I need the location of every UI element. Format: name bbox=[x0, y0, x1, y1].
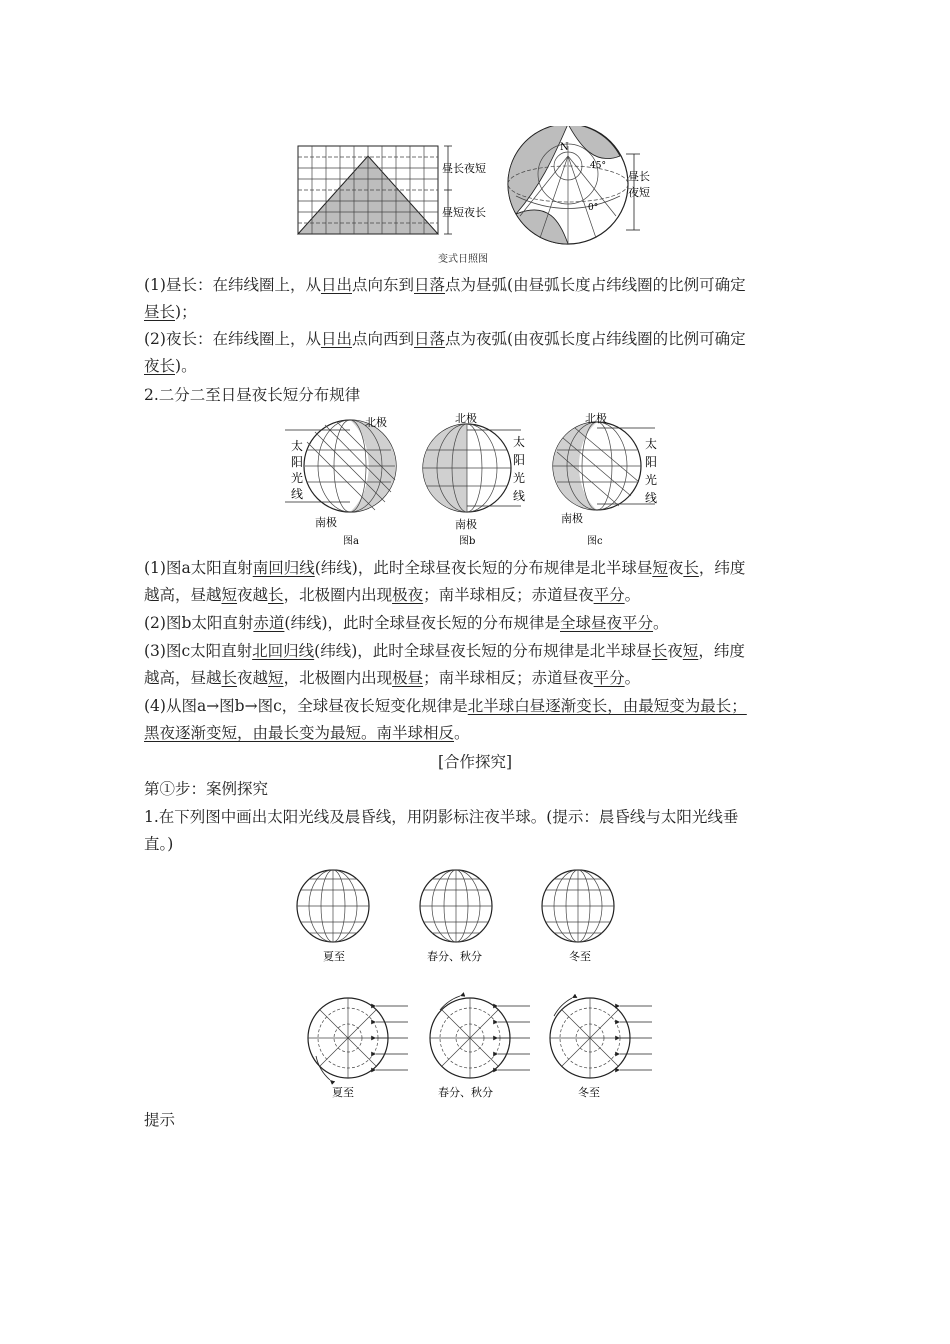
globe-b-sun-4: 线 bbox=[513, 489, 526, 503]
text-segment: 夜 bbox=[667, 642, 683, 660]
text-segment: 。 bbox=[624, 669, 641, 687]
para2-line4 bbox=[144, 641, 745, 661]
text-segment: (1)图a太阳直射 bbox=[144, 559, 253, 577]
text-segment: (2)夜长：在纬线圈上，从 bbox=[144, 330, 321, 348]
globe-c-sun-1: 太 bbox=[645, 437, 658, 451]
polar-label-winter: 冬至 bbox=[578, 1086, 600, 1099]
globe-a-sun-3: 光 bbox=[291, 471, 304, 485]
para1-line3 bbox=[144, 329, 746, 349]
solstice-equinox-svg bbox=[285, 410, 665, 550]
para2-line6 bbox=[144, 696, 747, 716]
answer-blank: 长 bbox=[651, 642, 668, 660]
text-segment: (纬线)，此时全球昼夜长短的分布规律是北半球昼 bbox=[314, 559, 653, 577]
para2-line3 bbox=[144, 613, 669, 633]
globe-north-label: N bbox=[560, 142, 569, 153]
globe-right-label-1: 昼长 bbox=[628, 170, 650, 183]
answer-blank: 昼长 bbox=[144, 303, 176, 321]
text-segment: 点向东到 bbox=[351, 276, 414, 294]
globe-c-north-label: 北极 bbox=[585, 412, 607, 425]
globe-c-sun-2: 阳 bbox=[645, 455, 658, 469]
para2-line1 bbox=[144, 558, 745, 578]
text-segment: 。 bbox=[653, 614, 669, 632]
answer-blank: 短 bbox=[652, 559, 668, 577]
text-segment: 夜越 bbox=[237, 586, 269, 604]
globe-a-caption: 图a bbox=[343, 536, 359, 547]
globe-a-sun-2: 阳 bbox=[291, 455, 304, 469]
answer-blank: 日出 bbox=[320, 276, 352, 294]
solstice-equinox-figure bbox=[285, 410, 665, 550]
globe-label-winter: 冬至 bbox=[569, 950, 591, 963]
answer-blank: 长 bbox=[221, 669, 238, 687]
para1-line1 bbox=[144, 275, 746, 295]
globe-b-sun-1: 太 bbox=[513, 435, 526, 449]
answer-blank: 黑夜逐渐变短，由最长变为最短。南半球相反 bbox=[144, 724, 455, 742]
text-segment: ，纬度 bbox=[698, 642, 745, 660]
answer-blank: 赤道 bbox=[253, 614, 285, 632]
answer-blank: 平分 bbox=[593, 586, 625, 604]
text-segment: (4)从图a→图b→图c，全球昼夜长短变化规律是 bbox=[144, 697, 468, 715]
label-day-long: 昼长夜短 bbox=[442, 162, 486, 175]
task1-line2: 直。) bbox=[144, 835, 174, 853]
answer-blank: 日落 bbox=[414, 276, 446, 294]
label-day-short: 昼短夜长 bbox=[442, 206, 486, 219]
polar-label-summer: 夏至 bbox=[332, 1086, 354, 1099]
globe-label-equinox: 春分、秋分 bbox=[427, 950, 482, 963]
answer-blank: 日落 bbox=[414, 330, 446, 348]
globe-b-sun-3: 光 bbox=[513, 471, 526, 485]
globe-c-caption: 图c bbox=[587, 536, 603, 547]
para1-line4 bbox=[144, 356, 197, 376]
globe-lat0-label: 0° bbox=[588, 203, 599, 213]
hint-label: 提示 bbox=[144, 1111, 176, 1129]
globe-c-south-label: 南极 bbox=[561, 512, 583, 525]
text-segment: 夜 bbox=[667, 559, 684, 577]
text-segment: ；南半球相反；赤道昼夜 bbox=[423, 669, 594, 687]
answer-blank: 平分 bbox=[593, 669, 625, 687]
globe-a-south-label: 南极 bbox=[315, 516, 337, 529]
text-segment: 夜越 bbox=[237, 669, 269, 687]
text-segment: 点为夜弧(由夜弧长度占纬线圈的比例可确定 bbox=[445, 330, 746, 348]
globe-b-south-label: 南极 bbox=[455, 518, 477, 531]
globe-b-caption: 图b bbox=[459, 536, 476, 547]
section2-title: 2.二分二至日昼夜长短分布规律 bbox=[144, 386, 361, 404]
globe-lat45-label: 45° bbox=[590, 161, 606, 171]
answer-blank: 长 bbox=[268, 586, 284, 604]
text-segment: (1)昼长：在纬线圈上，从 bbox=[144, 276, 321, 294]
text-segment: )。 bbox=[175, 357, 197, 375]
globe-b-north-label: 北极 bbox=[455, 412, 477, 425]
task-globes-row bbox=[295, 866, 625, 966]
answer-blank: 南回归线 bbox=[252, 559, 315, 577]
text-segment: 。 bbox=[624, 586, 641, 604]
answer-blank: 夜长 bbox=[144, 357, 176, 375]
text-segment: 。 bbox=[454, 724, 470, 742]
globe-a-sun-4: 线 bbox=[291, 487, 304, 501]
globe-right-label-2: 夜短 bbox=[628, 186, 650, 199]
text-segment: )； bbox=[175, 303, 197, 321]
para2-line5 bbox=[144, 668, 640, 688]
globe-label-summer: 夏至 bbox=[323, 950, 345, 963]
text-segment: ，北极圈内出现 bbox=[283, 586, 393, 604]
text-segment: (2)图b太阳直射 bbox=[144, 614, 254, 632]
globe-c-sun-4: 线 bbox=[645, 491, 658, 505]
text-segment: ，北极圈内出现 bbox=[283, 669, 393, 687]
task-globes-svg bbox=[295, 866, 625, 966]
answer-blank: 长 bbox=[683, 559, 699, 577]
text-segment: ，纬度 bbox=[698, 559, 746, 577]
figure1-caption: 变式日照图 bbox=[438, 254, 488, 265]
variant-illumination-figure bbox=[290, 126, 670, 266]
answer-blank: 日出 bbox=[320, 330, 352, 348]
task-polar-row bbox=[290, 990, 660, 1102]
text-segment: ；南半球相反；赤道昼夜 bbox=[423, 586, 594, 604]
answer-blank: 极昼 bbox=[392, 669, 424, 687]
answer-blank: 短 bbox=[268, 669, 284, 687]
variant-illumination-svg bbox=[290, 126, 670, 266]
text-segment: 越高，昼越 bbox=[144, 669, 222, 687]
text-segment: (纬线)，此时全球昼夜长短的分布规律是 bbox=[284, 614, 561, 632]
text-segment: 越高，昼越 bbox=[144, 586, 222, 604]
para1-line2 bbox=[144, 302, 197, 322]
answer-blank: 极夜 bbox=[392, 586, 424, 604]
answer-blank: 短 bbox=[682, 642, 699, 660]
text-segment: 点向西到 bbox=[351, 330, 414, 348]
text-segment: (纬线)，此时全球昼夜长短的分布规律是北半球昼 bbox=[314, 642, 652, 660]
para2-line2 bbox=[144, 585, 640, 605]
globe-c-sun-3: 光 bbox=[645, 473, 658, 487]
globe-a-sun-1: 太 bbox=[291, 439, 304, 453]
para2-line7 bbox=[144, 723, 470, 743]
step1-title: 第①步：案例探究 bbox=[144, 780, 269, 798]
globe-b-sun-2: 阳 bbox=[513, 453, 526, 467]
task1-line1: 1.在下列图中画出太阳光线及晨昏线，用阴影标注夜半球。(提示：晨昏线与太阳光线垂 bbox=[144, 808, 739, 826]
coop-title: [合作探究] bbox=[437, 753, 513, 771]
answer-blank: 北回归线 bbox=[252, 642, 315, 660]
globe-a-north-label: 北极 bbox=[365, 416, 387, 429]
answer-blank: 北半球白昼逐渐变长，由最短变为最长； bbox=[467, 697, 747, 715]
text-segment: (3)图c太阳直射 bbox=[144, 642, 253, 660]
polar-label-equinox: 春分、秋分 bbox=[438, 1086, 493, 1099]
answer-blank: 短 bbox=[221, 586, 238, 604]
text-segment: 点为昼弧(由昼弧长度占纬线圈的比例可确定 bbox=[445, 276, 746, 294]
task-polar-svg bbox=[290, 990, 660, 1102]
answer-blank: 全球昼夜平分 bbox=[560, 614, 654, 632]
